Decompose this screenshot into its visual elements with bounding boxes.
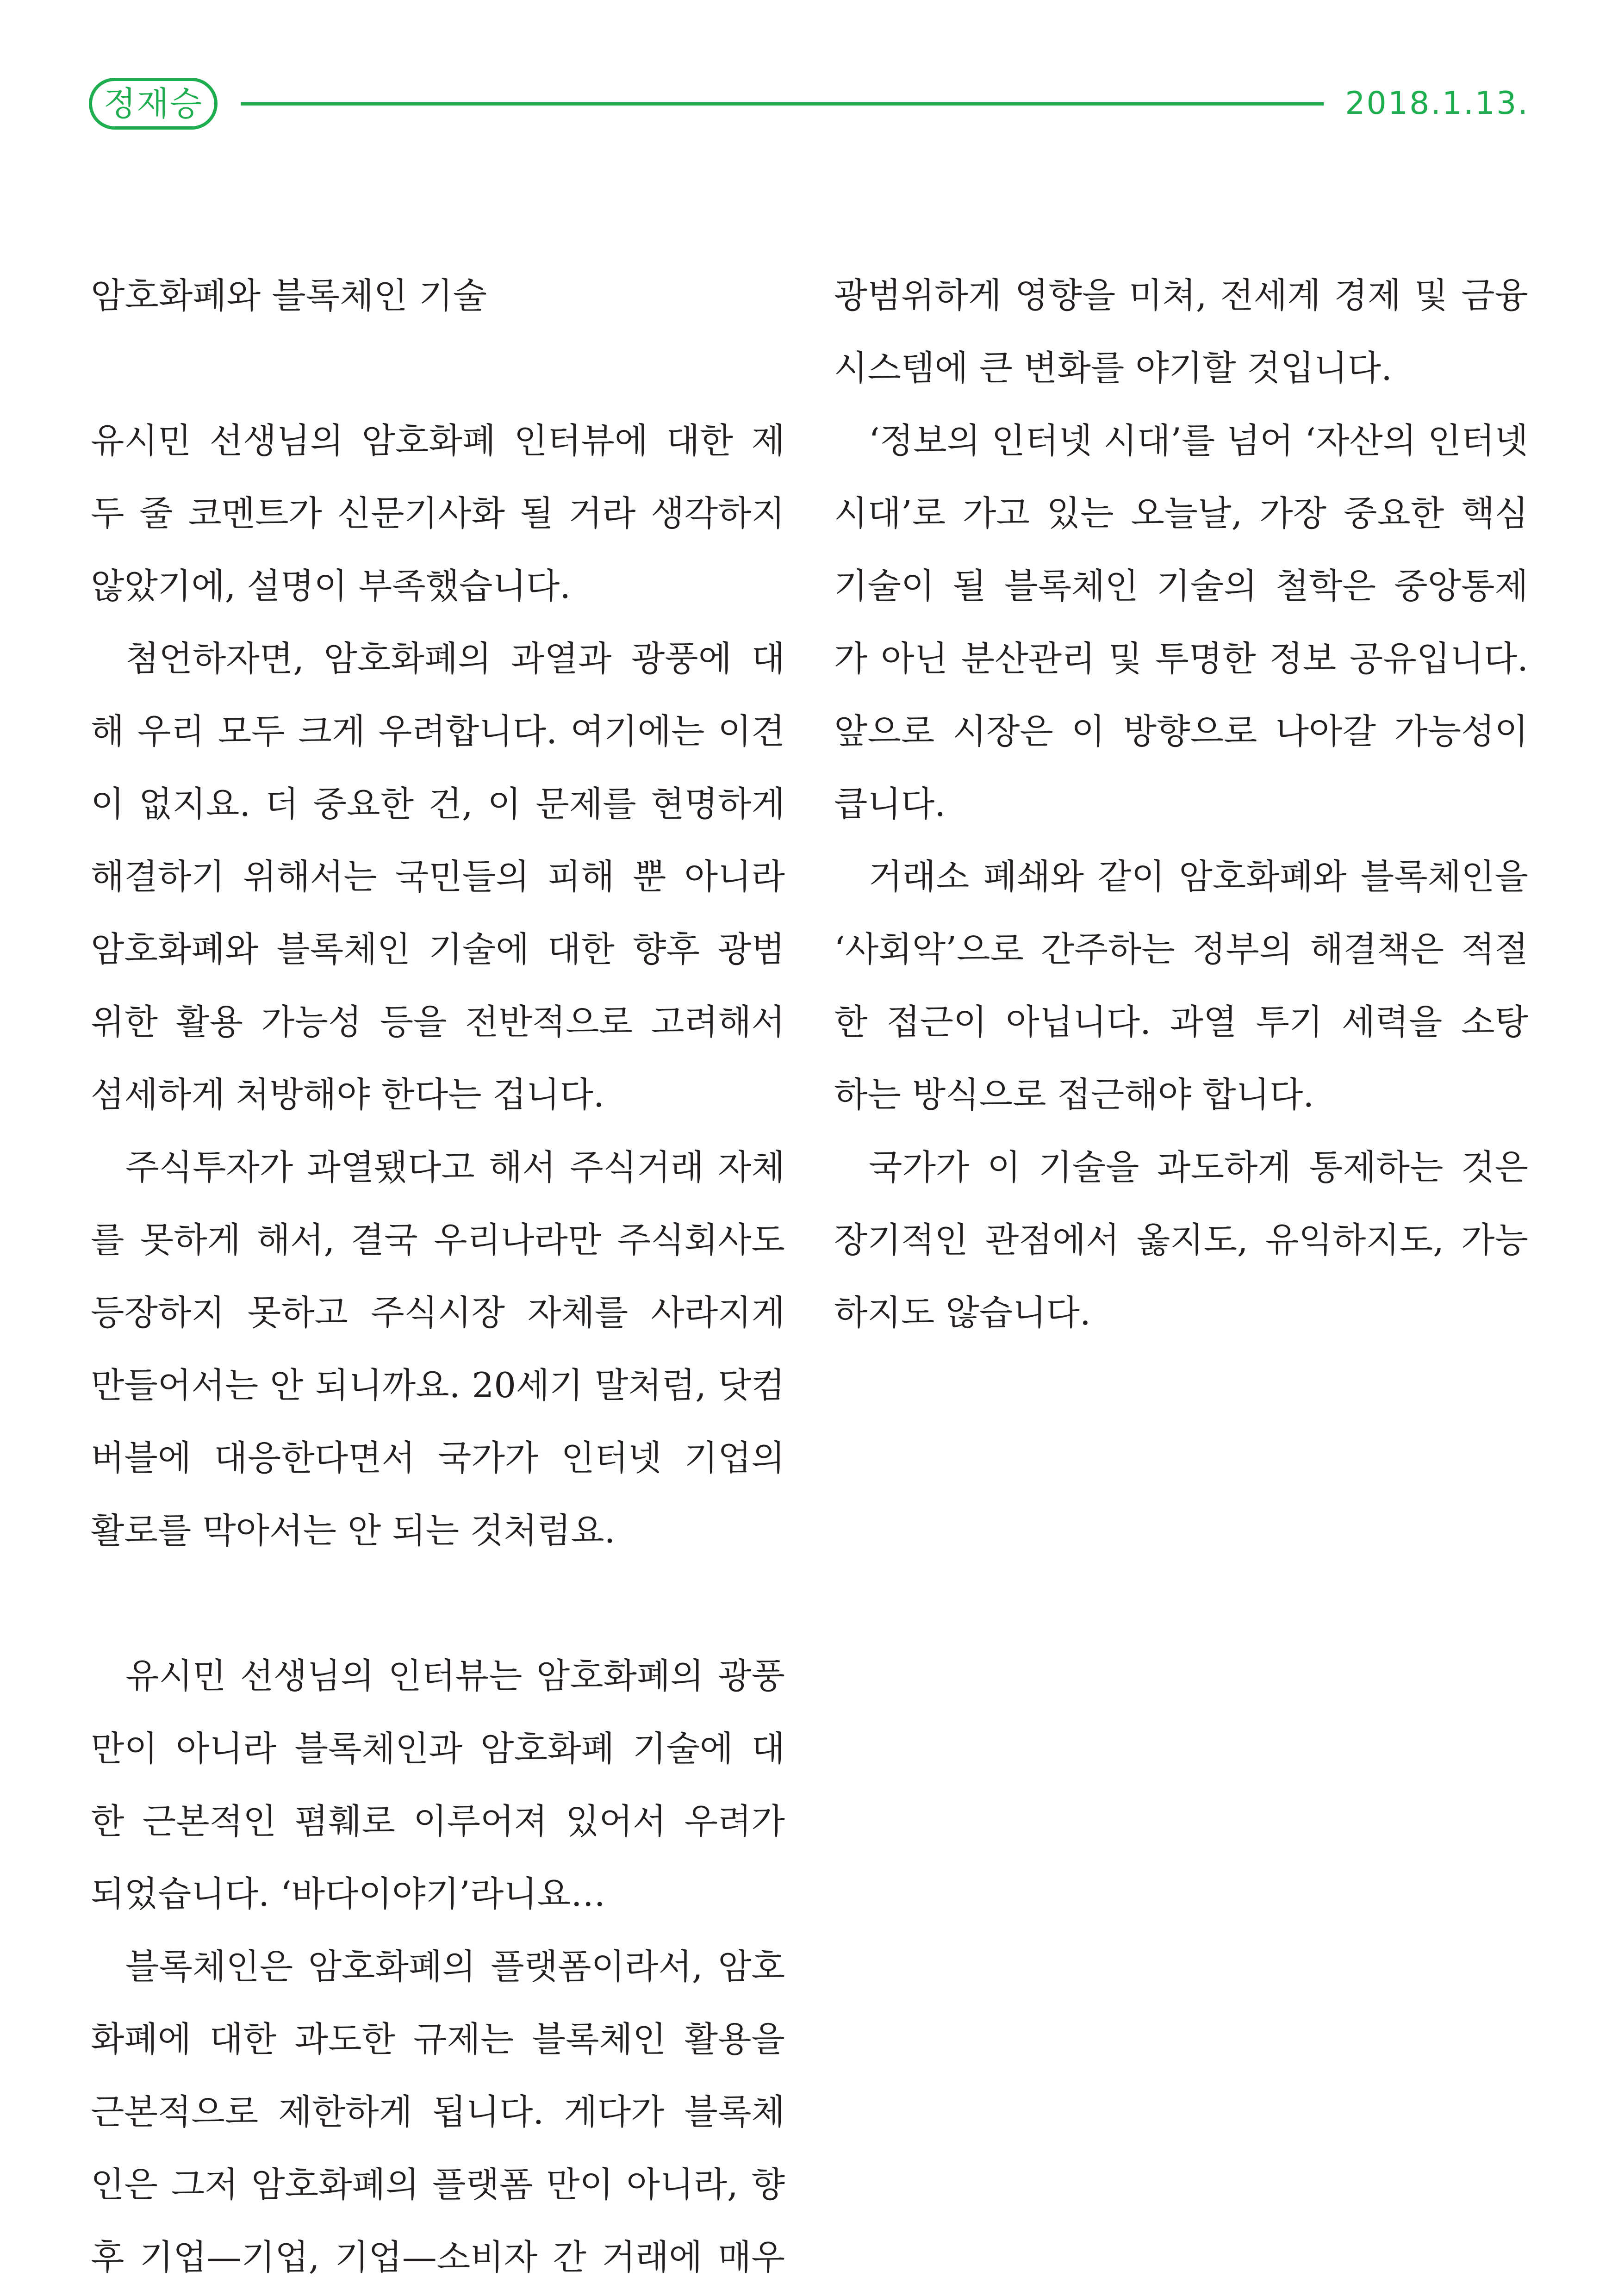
article-title: 암호화폐와 블록체인 기술 [91,275,487,316]
body-line: 되었습니다. ‘바다이야기’라니요… [91,1873,606,1914]
body-line: 를 못하게 해서, 결국 우리나라만 주식회사도 [91,1220,785,1260]
left-column [91,259,785,2294]
body-line: 한 근본적인 폄훼로 이루어져 있어서 우려가 [91,1801,785,1842]
body-line: 근본적으로 제한하게 됩니다. 게다가 블록체 [91,2091,785,2132]
body-line: 섬세하게 처방해야 한다는 겁니다. [91,1074,604,1115]
body-line: 장기적인 관점에서 옳지도, 유익하지도, 가능 [834,1220,1528,1260]
body-line: 주식투자가 과열됐다고 해서 주식거래 자체 [125,1147,785,1188]
right-column [834,259,1528,1349]
body-line: 큽니다. [834,784,946,824]
body-line: 암호화폐와 블록체인 기술에 대한 향후 광범 [91,929,785,970]
body-line: 해결하기 위해서는 국민들의 피해 뿐 아니라 [91,856,785,897]
body-line: 첨언하자면, 암호화폐의 과열과 광풍에 대 [125,638,785,679]
body-line: 하지도 않습니다. [834,1292,1091,1333]
body-line: ‘사회악’으로 간주하는 정부의 해결책은 적절 [834,929,1528,970]
body-line: 만이 아니라 블록체인과 암호화폐 기술에 대 [91,1728,785,1769]
page-header [0,0,1618,185]
body-line: ‘정보의 인터넷 시대’를 넘어 ‘자산의 인터넷 [869,420,1528,461]
body-line: 가 아닌 분산관리 및 투명한 정보 공유입니다. [834,638,1528,679]
body-line: 만들어서는 안 되니까요. 20세기 말처럼, 닷컴 [91,1365,785,1406]
body-line: 유시민 선생님의 암호화폐 인터뷰에 대한 제 [91,420,785,461]
body-line: 위한 활용 가능성 등을 전반적으로 고려해서 [91,1002,785,1042]
body-line: 않았기에, 설명이 부족했습니다. [91,566,571,606]
body-line: 한 접근이 아닙니다. 과열 투기 세력을 소탕 [834,1002,1528,1042]
body-line: 시스템에 큰 변화를 야기할 것입니다. [834,348,1392,388]
header-divider [241,102,1324,106]
header-date: 2018.1.13. [1345,85,1529,122]
body-line: 하는 방식으로 접근해야 합니다. [834,1074,1314,1115]
body-line: 유시민 선생님의 인터뷰는 암호화폐의 광풍 [125,1655,785,1696]
body-line: 인은 그저 암호화폐의 플랫폼 만이 아니라, 향 [91,2164,785,2205]
body-line: 이 없지요. 더 중요한 건, 이 문제를 현명하게 [91,784,785,824]
body-line: 시대’로 가고 있는 오늘날, 가장 중요한 핵심 [834,493,1528,534]
title-spacer [91,332,785,404]
paragraph-spacer [91,1567,785,1640]
body-line: 블록체인은 암호화폐의 플랫폼이라서, 암호 [125,1946,785,1987]
body-line: 활로를 막아서는 안 되는 것처럼요. [91,1510,616,1551]
body-line: 두 줄 코멘트가 신문기사화 될 거라 생각하지 [91,493,785,534]
body-line: 화폐에 대한 과도한 규제는 블록체인 활용을 [91,2019,785,2060]
body-line: 국가가 이 기술을 과도하게 통제하는 것은 [869,1147,1528,1188]
body-line: 버블에 대응한다면서 국가가 인터넷 기업의 [91,1437,785,1478]
body-line: 거래소 폐쇄와 같이 암호화폐와 블록체인을 [869,856,1528,897]
body-line: 해 우리 모두 크게 우려합니다. 여기에는 이견 [91,711,785,752]
body-line: 등장하지 못하고 주식시장 자체를 사라지게 [91,1292,785,1333]
body-line: 앞으로 시장은 이 방향으로 나아갈 가능성이 [834,711,1528,752]
body-line: 광범위하게 영향을 미쳐, 전세계 경제 및 금융 [834,275,1528,316]
author-badge: 정재승 [89,78,218,130]
body-line: 기술이 될 블록체인 기술의 철학은 중앙통제 [834,566,1528,606]
body-line: 후 기업—기업, 기업—소비자 간 거래에 매우 [91,2237,785,2277]
